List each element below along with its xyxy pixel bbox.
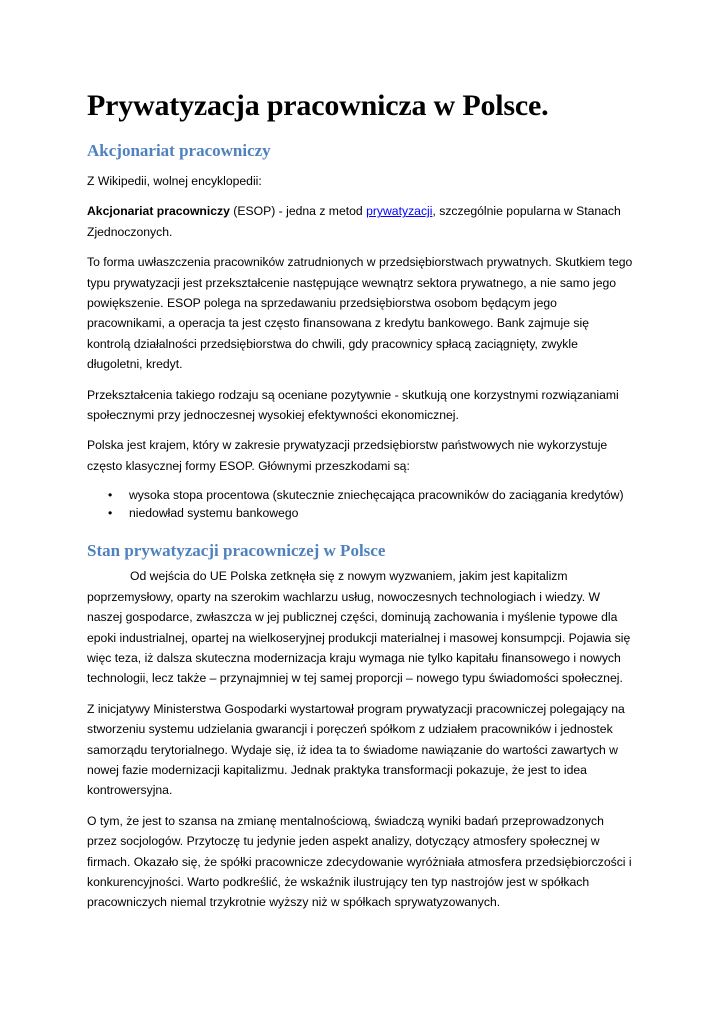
ministry-paragraph: Z inicjatywy Ministerstwa Gospodarki wystartował program prywatyzacji pracowniczej polegający na stworzeniu systemu udzielania gwarancji i poręczeń spółkom z udziałem pracowników i jednostek samorządu terytorialnego. Wydaje się, iż idea ta to świadome nawiązanie do wartości zawartych w nowej fazie modernizacji kapitalizmu. Jednak praktyka transformacji pokazuje, że jest to idea kontrowersyjna. [87, 701, 625, 798]
obstacles-list [87, 487, 635, 522]
bullet-icon: • [108, 505, 113, 520]
research-paragraph: O tym, że jest to szansa na zmianę mentalnościową, świadczą wyniki badań przeprowadzonych przez socjologów. Przytoczę tu jedynie jeden aspekt analizy, dotyczący atmosfery społecznej w firmach. Okazało się, że spółki pracownicze zdecydowanie wyróżniała atmosfera przedsiębiorczości i konkurencyjności. Warto podkreślić, że wskaźnik ilustrujący ten typ nastrojów jest w spółkach pracowniczych niemal trzykrotnie wyższy niż w spółkach sprywatyzowanych. [87, 813, 632, 910]
bullet-icon: • [108, 488, 113, 503]
definition-text-before-link: (ESOP) - jedna z metod [229, 204, 367, 219]
list-item-text: niedowład systemu bankowego [129, 505, 299, 520]
esop-description-paragraph: To forma uwłaszczenia pracowników zatrudnionych w przedsiębiorstwach prywatnych. Skutkiem tego typu prywatyzacji jest przekształcenie następujące wewnątrz sektora prywatnego, a nie samo jego powiększenie. ESOP polega na sprzedawaniu przedsiębiorstwa osobom będącym jego pracownikami, a operacja ta jest często finansowana z kredytu bankowego. Bank zajmuje się kontrolą działalności przedsiębiorstwa do chwili, gdy pracownicy spłacą zaciągnięty, zwykle długoletni, kredyt. [87, 255, 633, 372]
document-title: Prywatyzacja pracownicza w Polsce. [87, 89, 549, 122]
prywatyzacja-link[interactable]: prywatyzacji [366, 204, 433, 219]
poland-paragraph: Polska jest krajem, który w zakresie prywatyzacji przedsiębiorstw państwowych nie wykorzystuje często klasycznej formy ESOP. Głównymi przeszkodami są: [87, 438, 608, 473]
document-page [87, 78, 635, 913]
evaluation-paragraph: Przekształcenia takiego rodzaju są oceniane pozytywnie - skutkują one korzystnymi rozwiązaniami społecznymi przy jednoczesnej wysokiej efektywności ekonomicznej. [87, 387, 619, 423]
definition-paragraph [87, 201, 635, 242]
eu-paragraph: Od wejścia do UE Polska zetknęła się z nowym wyzwaniem, jakim jest kapitalizm poprzemysłowy, oparty na szerokim wachlarzu usług, nowoczesnych technologiach i wiedzy. W naszej gospodarce, zwłaszcza w jej publicznej części, dominują zachowania i myślenie typowe dla epoki industrialnej, opartej na wielkoseryjnej produkcji materialnej i masowej konsumpcji. Pojawia się więc teza, iż dalsza skuteczna modernizacja kraju wymaga nie tylko kapitału finansowego i nowych technologii, lecz także – przynajmniej w tej samej proporcji – nowego typu świadomości społecznej. [87, 569, 631, 686]
source-line: Z Wikipedii, wolnej encyklopedii: [87, 174, 262, 188]
section-heading-akcjonariat: Akcjonariat pracowniczy [87, 141, 271, 160]
definition-text-after-link: , szczególnie popularna w Stanach Zjednoczonych. [87, 204, 621, 239]
list-item [87, 487, 635, 505]
list-item [87, 505, 635, 523]
list-item-text: wysoka stopa procentowa (skutecznie zniechęcająca pracowników do zaciągania kredytów) [129, 488, 624, 503]
definition-term: Akcjonariat pracowniczy [87, 204, 230, 219]
section-heading-stan-prywatyzacji: Stan prywatyzacji pracowniczej w Polsce [87, 541, 386, 561]
